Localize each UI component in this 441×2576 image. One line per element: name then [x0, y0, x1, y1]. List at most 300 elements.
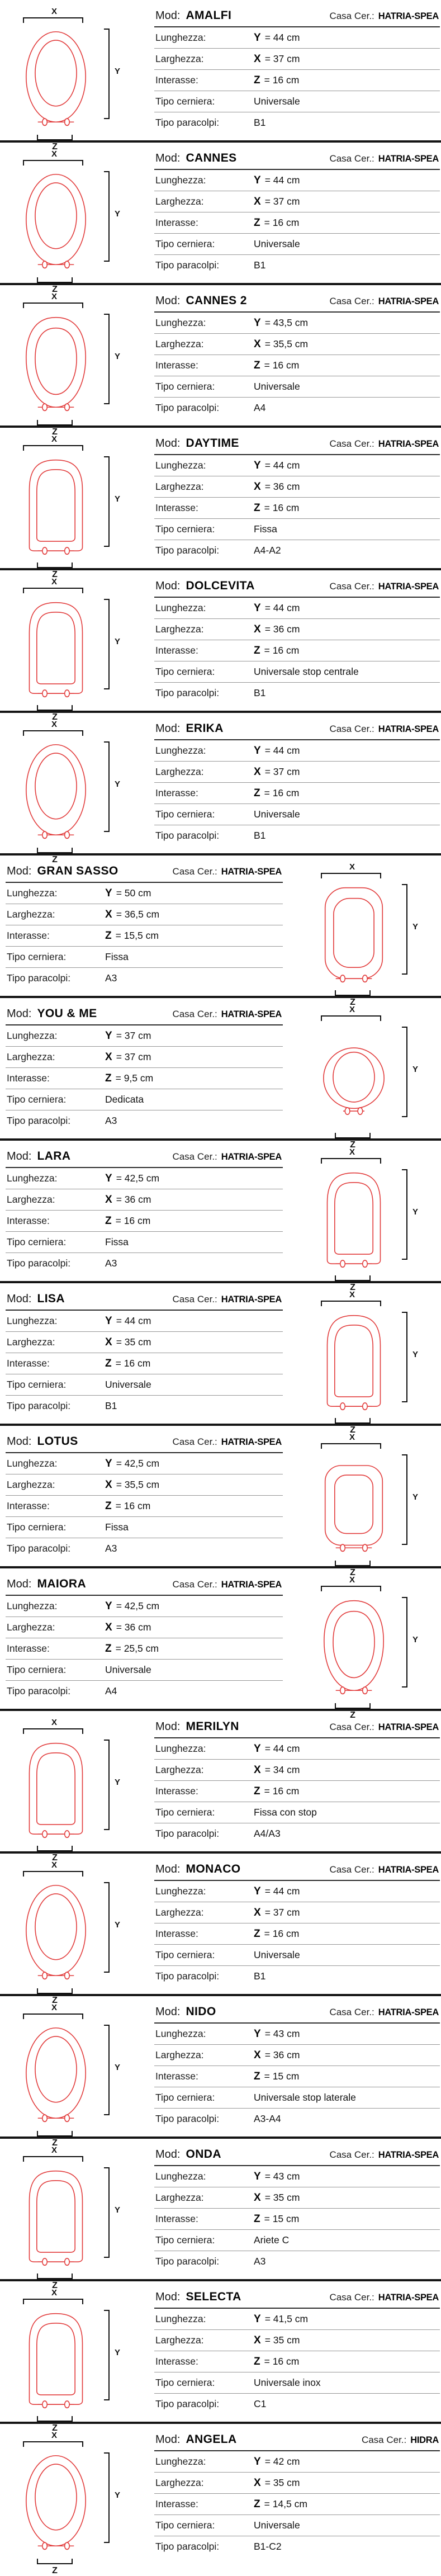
dim-value-y: = 42 cm: [264, 2455, 300, 2467]
brand-name: HATRIA-SPEA: [221, 1294, 282, 1304]
bumper-type-value: B1: [254, 687, 266, 698]
bumper-type-value: A3: [105, 1115, 117, 1126]
spec-value: [254, 1764, 300, 1776]
spec-row-larghezza: [6, 1047, 283, 1068]
model-header-row: [6, 1006, 283, 1025]
dim-z-bracket: [37, 1988, 73, 1994]
spec-table: [154, 436, 440, 561]
dim-letter-z: Z: [254, 216, 260, 229]
seat-diagram: [0, 2431, 143, 2576]
dim-y-bracket: [104, 171, 110, 262]
dim-value-x: = 37 cm: [264, 195, 300, 207]
spec-table: [6, 1576, 283, 1701]
dim-z-label: Z: [350, 1283, 355, 1292]
seat-diagram: [0, 1718, 143, 1863]
spec-value: [254, 381, 300, 393]
dim-x-bracket: [23, 2299, 83, 2304]
dim-x-label: X: [51, 1860, 57, 1870]
spec-label: Interasse:: [7, 1358, 50, 1369]
dim-x-label: X: [51, 577, 57, 587]
dim-letter-y: Y: [254, 316, 261, 329]
dim-letter-x: X: [254, 765, 261, 778]
dim-x-bracket: [321, 1586, 381, 1591]
dim-x-bracket: [23, 2156, 83, 2162]
spec-value: [254, 645, 299, 657]
spec-table: [154, 8, 440, 133]
dim-value-z: = 16 cm: [115, 1214, 151, 1226]
spec-row-interasse: [154, 2066, 440, 2087]
spec-row-paracolpi: [6, 1681, 283, 1701]
dim-value-y: = 43 cm: [264, 2170, 300, 2182]
dim-value-z: = 15 cm: [264, 2070, 300, 2082]
manufacturer: [329, 1864, 439, 1875]
mod-label: Mod:: [155, 1863, 181, 1875]
spec-row-paracolpi: [154, 540, 440, 561]
spec-label: Larghezza:: [155, 2477, 204, 2488]
dim-letter-y: Y: [254, 31, 261, 44]
spec-value: [105, 1600, 159, 1613]
spec-value: [105, 951, 129, 963]
bumper-type-value: A4: [105, 1685, 117, 1696]
spec-label: Larghezza:: [155, 623, 204, 635]
spec-label: Lunghezza:: [7, 1315, 58, 1326]
model-name: DAYTIME: [186, 437, 239, 450]
dim-y-bracket: [104, 599, 110, 689]
spec-row-cerniera: [154, 519, 440, 540]
spec-row-cerniera: [6, 1232, 283, 1253]
dim-y-bracket: [104, 741, 110, 832]
spec-row-cerniera: [6, 1660, 283, 1681]
casa-cer-label: Casa Cer.:: [329, 581, 374, 592]
dim-letter-z: Z: [254, 644, 260, 656]
dim-letter-x: X: [254, 480, 261, 493]
model-entry: [0, 1283, 441, 1435]
spec-label: Tipo paracolpi:: [7, 972, 71, 984]
spec-label: Larghezza:: [155, 1907, 204, 1918]
dim-x-bracket: [23, 1871, 83, 1877]
spec-value: [254, 2520, 300, 2531]
spec-table: [6, 1006, 283, 1131]
spec-label: Tipo cerniera:: [155, 381, 215, 392]
seat-diagram: [311, 1290, 441, 1435]
model-entry: [0, 2424, 441, 2575]
spec-row-interasse: [154, 355, 440, 376]
dim-letter-x: X: [254, 53, 261, 65]
model-header-row: [154, 2289, 440, 2309]
spec-row-lunghezza: [6, 1596, 283, 1617]
spec-row-paracolpi: [154, 825, 440, 846]
model-entry: [0, 1711, 441, 1863]
spec-value: [254, 523, 277, 535]
dim-letter-z: Z: [105, 1642, 112, 1655]
dim-z-bracket: [335, 1418, 371, 1424]
dim-y-label: Y: [115, 1778, 121, 1787]
spec-label: Larghezza:: [7, 1194, 55, 1205]
spec-label: Interasse:: [155, 1928, 198, 1939]
spec-table: [154, 721, 440, 846]
dim-z-bracket: [335, 1133, 371, 1138]
dim-letter-z: Z: [254, 2355, 260, 2367]
spec-value: [105, 1358, 150, 1370]
spec-value: [254, 2477, 300, 2489]
casa-cer-label: Casa Cer.:: [329, 724, 374, 734]
dim-x-label: X: [51, 149, 57, 159]
dim-y-bracket: [104, 29, 110, 119]
spec-label: Interasse:: [155, 2071, 198, 2082]
dim-z-label: Z: [52, 2566, 58, 2575]
spec-value: [254, 1785, 299, 1798]
brand-name: HATRIA-SPEA: [378, 724, 439, 734]
manufacturer: [172, 1436, 282, 1448]
seat-outline-drawing: [13, 1737, 98, 1839]
spec-row-cerniera: [154, 1802, 440, 1823]
spec-label: Tipo cerniera:: [7, 951, 67, 962]
hinge-type-value: Universale: [105, 1664, 151, 1675]
seat-diagram: [0, 434, 143, 580]
casa-cer-label: Casa Cer.:: [329, 438, 374, 449]
model-name: ERIKA: [186, 722, 224, 735]
dim-value-y: = 42,5 cm: [116, 1457, 160, 1469]
model-entry: [0, 2139, 441, 2290]
manufacturer: [172, 1009, 282, 1020]
dim-z-label: Z: [350, 1425, 355, 1435]
spec-label: Interasse:: [155, 2498, 198, 2509]
dim-value-y: = 43,5 cm: [264, 316, 309, 328]
spec-row-paracolpi: [154, 255, 440, 276]
manufacturer: [329, 438, 439, 450]
spec-row-lunghezza: [6, 883, 283, 904]
spec-label: Tipo cerniera:: [155, 1949, 215, 1960]
dim-value-z: = 14,5 cm: [264, 2498, 307, 2509]
dim-y-label: Y: [412, 1635, 419, 1644]
model-entry: [0, 285, 441, 437]
brand-name: HATRIA-SPEA: [221, 1437, 282, 1447]
spec-label: Lunghezza:: [155, 460, 206, 471]
dim-letter-x: X: [254, 1906, 261, 1918]
dim-letter-z: Z: [105, 1500, 112, 1512]
dim-letter-x: X: [254, 2191, 261, 2204]
spec-table: [154, 578, 440, 703]
manufacturer: [329, 581, 439, 592]
model-entry: [0, 713, 441, 864]
spec-label: Tipo cerniera:: [7, 1664, 67, 1675]
bumper-type-value: C1: [254, 2398, 267, 2409]
dim-value-x: = 35,5 cm: [116, 1478, 160, 1490]
spec-table: [6, 1148, 283, 1274]
dim-value-x: = 37 cm: [264, 765, 300, 777]
dim-z-bracket: [335, 1703, 371, 1709]
spec-row-interasse: [154, 640, 440, 661]
dim-letter-z: Z: [254, 2213, 260, 2225]
spec-row-paracolpi: [154, 112, 440, 133]
spec-value: [105, 1685, 117, 1697]
casa-cer-label: Casa Cer.:: [172, 1294, 217, 1304]
model-name: YOU & ME: [37, 1007, 97, 1020]
dim-letter-x: X: [105, 1051, 112, 1063]
spec-label: Tipo paracolpi:: [155, 1828, 220, 1839]
spec-value: [254, 217, 299, 229]
spec-label: Interasse:: [155, 502, 198, 513]
spec-row-cerniera: [154, 1945, 440, 1966]
spec-label: Tipo paracolpi:: [155, 2113, 220, 2124]
spec-row-larghezza: [154, 2187, 440, 2209]
spec-row-lunghezza: [6, 1453, 283, 1474]
dim-y-bracket: [402, 1312, 407, 1402]
spec-row-cerniera: [154, 234, 440, 255]
spec-value: [254, 2313, 308, 2326]
spec-value: [254, 602, 300, 615]
dim-letter-x: X: [105, 1193, 112, 1206]
seat-diagram: [0, 2145, 143, 2291]
seat-outline-drawing: [13, 1879, 98, 1982]
spec-value: [254, 1828, 281, 1840]
dim-x-label: X: [349, 1290, 355, 1299]
model-header-row: [154, 293, 440, 313]
spec-label: Tipo paracolpi:: [7, 1400, 71, 1411]
manufacturer: [172, 866, 282, 877]
dim-x-label: X: [51, 1718, 57, 1727]
dim-y-label: Y: [115, 2063, 121, 2072]
dim-y-label: Y: [412, 1350, 419, 1359]
seat-diagram: [0, 292, 143, 437]
mod-label: Mod:: [7, 1578, 32, 1590]
brand-name: HATRIA-SPEA: [378, 439, 439, 449]
spec-row-interasse: [154, 70, 440, 91]
spec-table: [154, 150, 440, 276]
dim-y-bracket: [104, 456, 110, 547]
seat-outline-drawing: [311, 1594, 396, 1696]
dim-letter-x: X: [254, 195, 261, 207]
spec-row-cerniera: [154, 2372, 440, 2394]
dim-value-y: = 44 cm: [264, 174, 300, 186]
manufacturer: [329, 296, 439, 307]
casa-cer-label: Casa Cer.:: [329, 296, 374, 306]
mod-label: Mod:: [7, 1008, 32, 1020]
spec-label: Tipo paracolpi:: [155, 2256, 220, 2267]
seat-diagram: [0, 149, 143, 295]
spec-value: [254, 259, 265, 271]
dim-x-bracket: [23, 1728, 83, 1734]
dim-letter-y: Y: [254, 1885, 261, 1897]
bumper-type-value: B1: [254, 117, 266, 128]
hinge-type-value: Universale: [254, 1949, 300, 1960]
dim-letter-y: Y: [105, 1600, 112, 1612]
spec-label: Lunghezza:: [155, 2028, 206, 2039]
dim-letter-y: Y: [254, 2313, 261, 2325]
spec-value: [254, 32, 300, 44]
spec-table: [154, 1719, 440, 1844]
spec-value: [105, 1030, 151, 1042]
bumper-type-value: A3: [254, 2256, 266, 2267]
spec-label: Tipo cerniera:: [155, 809, 215, 820]
spec-row-larghezza: [6, 904, 283, 925]
brand-name: HATRIA-SPEA: [378, 2007, 439, 2017]
spec-value: [254, 687, 265, 699]
spec-row-lunghezza: [154, 740, 440, 762]
dim-value-y: = 44 cm: [264, 602, 300, 613]
manufacturer: [329, 153, 439, 164]
spec-value: [105, 1094, 144, 1105]
spec-row-lunghezza: [154, 2024, 440, 2045]
mod-label: Mod:: [155, 2006, 181, 2018]
dim-value-y: = 37 cm: [116, 1029, 151, 1041]
spec-label: Tipo cerniera:: [155, 2092, 215, 2103]
spec-row-larghezza: [154, 2473, 440, 2494]
spec-value: [105, 1379, 151, 1391]
spec-label: Larghezza:: [7, 1622, 55, 1633]
spec-label: Tipo paracolpi:: [155, 687, 220, 698]
spec-value: [254, 74, 299, 87]
dim-z-label: Z: [52, 1853, 58, 1863]
dim-letter-z: Z: [105, 929, 112, 942]
dim-x-bracket: [23, 17, 83, 23]
spec-row-paracolpi: [154, 683, 440, 703]
dim-y-bracket: [104, 2452, 110, 2543]
spec-value: [254, 317, 308, 329]
spec-value: [105, 1315, 151, 1327]
dim-y-label: Y: [115, 1920, 121, 1930]
dim-y-bracket: [402, 884, 407, 975]
spec-label: Interasse:: [155, 2356, 198, 2367]
model-name: MERILYN: [186, 1720, 239, 1733]
hinge-type-value: Universale: [254, 96, 300, 107]
spec-value: [254, 623, 300, 636]
model-name: ANGELA: [186, 2433, 237, 2446]
spec-row-lunghezza: [154, 313, 440, 334]
brand-name: HATRIA-SPEA: [378, 2293, 439, 2303]
dim-value-x: = 36,5 cm: [116, 908, 160, 920]
spec-label: Tipo paracolpi:: [155, 117, 220, 128]
dim-letter-x: X: [254, 338, 261, 350]
casa-cer-label: Casa Cer.:: [172, 1151, 217, 1162]
model-entry: [0, 143, 441, 294]
dim-z-label: Z: [350, 998, 355, 1007]
hinge-type-value: Universale stop laterale: [254, 2092, 356, 2103]
manufacturer: [329, 11, 439, 22]
dim-value-x: = 36 cm: [116, 1621, 151, 1633]
seat-outline-drawing: [13, 596, 98, 698]
spec-row-paracolpi: [6, 1396, 283, 1416]
spec-row-larghezza: [154, 619, 440, 640]
spec-label: Tipo paracolpi:: [155, 259, 220, 271]
seat-diagram: [0, 2288, 143, 2433]
mod-label: Mod:: [155, 295, 181, 307]
dim-letter-x: X: [105, 1336, 112, 1348]
spec-row-larghezza: [6, 1189, 283, 1211]
dim-z-bracket: [335, 1561, 371, 1566]
spec-label: Larghezza:: [7, 1336, 55, 1348]
spec-row-cerniera: [154, 2515, 440, 2536]
spec-table: [6, 863, 283, 989]
dim-letter-y: Y: [254, 1742, 261, 1755]
seat-diagram: [0, 7, 143, 152]
spec-value: [254, 338, 308, 351]
spec-value: [254, 2498, 307, 2511]
dim-value-y: = 43 cm: [264, 2027, 300, 2039]
spec-value: [254, 787, 299, 800]
spec-row-cerniera: [154, 376, 440, 398]
spec-label: Lunghezza:: [155, 602, 206, 613]
brand-name: HATRIA-SPEA: [221, 1152, 282, 1162]
spec-value: [254, 809, 300, 820]
seat-outline-drawing: [311, 1166, 396, 1269]
spec-value: [254, 2256, 265, 2267]
dim-letter-x: X: [254, 1764, 261, 1776]
spec-row-interasse: [6, 1353, 283, 1374]
seat-outline-drawing: [13, 26, 98, 128]
model-header-row: [6, 863, 283, 883]
dim-x-label: X: [349, 862, 355, 872]
spec-row-cerniera: [154, 804, 440, 825]
model-name: NIDO: [186, 2005, 216, 2018]
spec-row-lunghezza: [154, 1881, 440, 1902]
hinge-type-value: Universale: [254, 381, 300, 392]
dim-letter-y: Y: [105, 1029, 112, 1042]
spec-label: Tipo paracolpi:: [155, 545, 220, 556]
spec-row-larghezza: [6, 1474, 283, 1496]
spec-label: Lunghezza:: [7, 1030, 58, 1041]
mod-label: Mod:: [155, 437, 181, 450]
spec-row-paracolpi: [154, 1823, 440, 1844]
spec-row-interasse: [6, 925, 283, 947]
dim-z-label: Z: [52, 570, 58, 579]
dim-value-y: = 44 cm: [264, 31, 300, 43]
spec-label: Lunghezza:: [7, 1600, 58, 1611]
dim-value-z: = 16 cm: [264, 1785, 300, 1797]
model-header-row: [154, 1719, 440, 1738]
spec-label: Larghezza:: [155, 2334, 204, 2346]
dim-letter-z: Z: [105, 1072, 112, 1084]
spec-row-paracolpi: [154, 2251, 440, 2272]
dim-letter-z: Z: [254, 2070, 260, 2082]
spec-value: [105, 887, 151, 900]
dim-z-bracket: [37, 2131, 73, 2137]
spec-row-lunghezza: [154, 27, 440, 49]
dim-x-bracket: [23, 2441, 83, 2447]
dim-x-label: X: [51, 2003, 57, 2012]
spec-row-interasse: [154, 212, 440, 234]
seat-outline-drawing: [13, 2307, 98, 2409]
dim-x-bracket: [321, 1158, 381, 1164]
dim-x-bracket: [23, 302, 83, 308]
hinge-type-value: Fissa con stop: [254, 1807, 317, 1818]
spec-value: [105, 972, 117, 984]
bumper-type-value: A3-A4: [254, 2113, 281, 2124]
manufacturer: [329, 724, 439, 735]
dim-y-label: Y: [115, 209, 121, 219]
spec-value: [254, 2113, 281, 2125]
spec-value: [254, 502, 299, 514]
seat-diagram: [311, 1005, 441, 1150]
dim-x-label: X: [51, 7, 57, 16]
dim-letter-z: Z: [254, 502, 260, 514]
brand-name: HATRIA-SPEA: [378, 154, 439, 164]
spec-row-lunghezza: [154, 170, 440, 191]
dim-z-bracket: [37, 2559, 73, 2564]
spec-label: Interasse:: [7, 930, 50, 941]
dim-letter-y: Y: [105, 1172, 112, 1184]
hinge-type-value: Fissa: [105, 1521, 129, 1533]
dim-letter-x: X: [254, 2476, 261, 2489]
spec-value: [254, 96, 300, 107]
bumper-type-value: B1: [105, 1400, 117, 1411]
spec-label: Tipo paracolpi:: [7, 1543, 71, 1554]
manufacturer: [329, 2292, 439, 2303]
spec-label: Tipo paracolpi:: [155, 2541, 220, 2552]
dim-z-label: Z: [52, 285, 58, 294]
dim-value-y: = 44 cm: [264, 1742, 300, 1754]
dim-value-x: = 36 cm: [264, 623, 300, 635]
